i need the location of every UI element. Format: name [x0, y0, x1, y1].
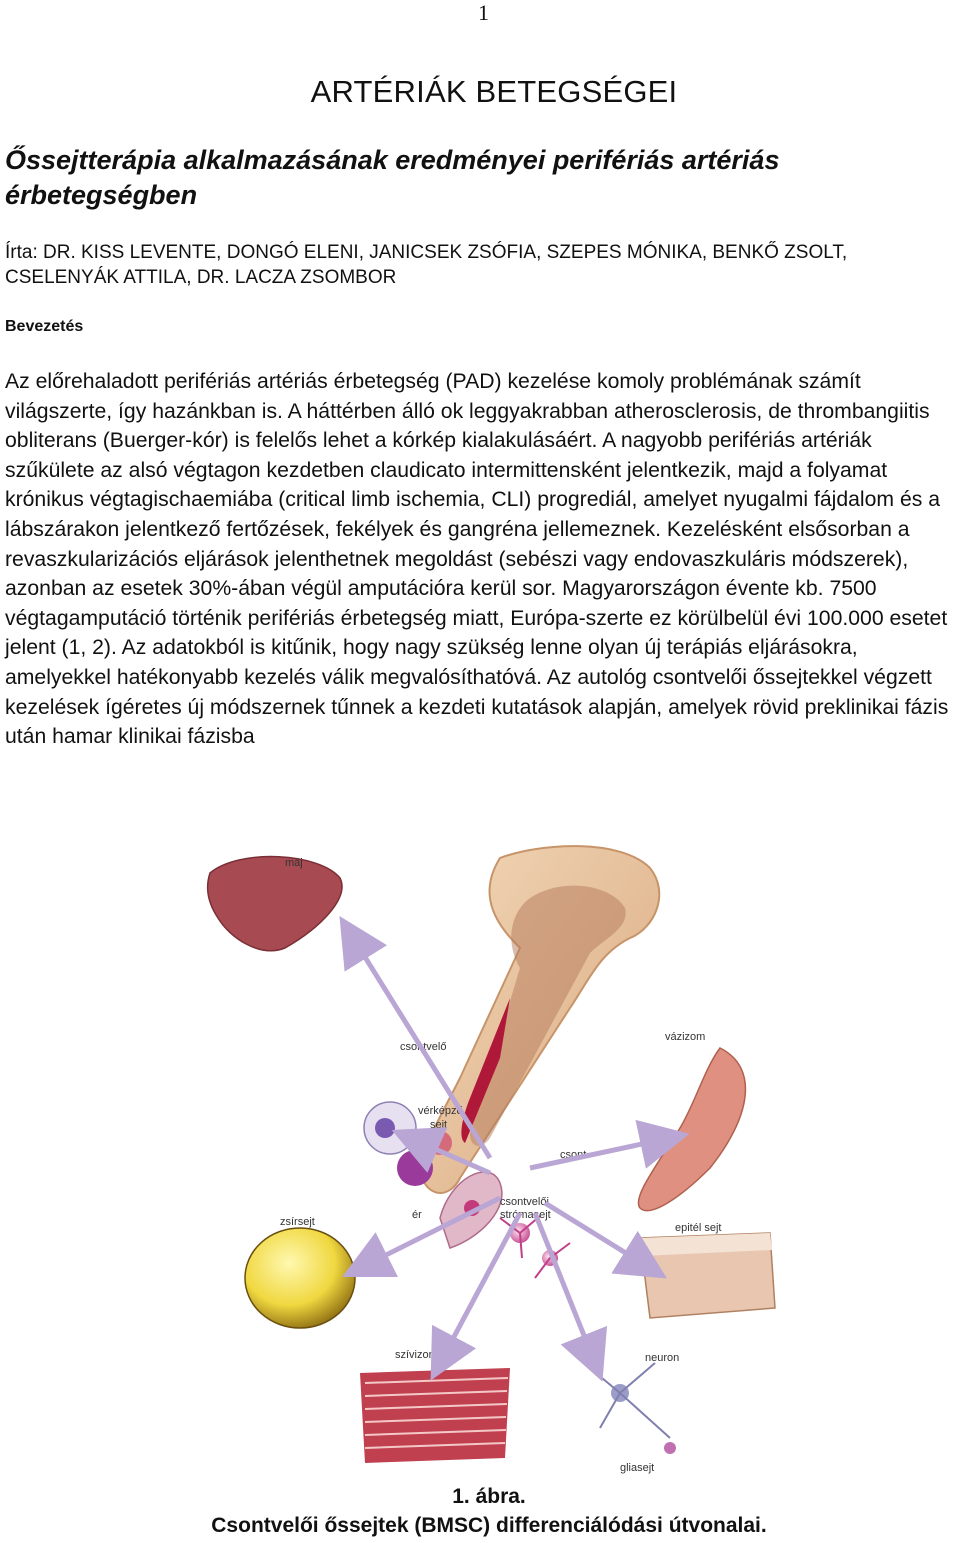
- body-paragraph: Az előrehaladott perifériás artériás érbetegség (PAD) kezelése komoly problémának számít világszerte, így hazánkban is. A háttérben álló ok leggyakrabban atherosclerosis, de thrombangiitis obliterans (Buerger-kór) is felelős lehet a kórkép kialakulásáért. A nagyobb perifériás artériák szűkülete az alsó végtagon kezdetben claudicato intermittensként jelentkezik, majd a folyamat krónikus végtagischaemiába (critical limb ischemia, CLI) progrediál, amelyet nyugalmi fájdalom és a lábszárakon jelentkező fertőzések, fekélyek és gangréna jellemeznek. Kezelésként elsősorban a revaszkularizációs eljárások jelenthetnek megoldást (sebészi vagy endovaszkuláris módszerek), azonban az esetek 30%-ában végül amputációra kerül sor. Magyarországon évente kb. 7500 végtagamputáció történik perifériás érbetegség miatt, Európa-szerte ez körülbelül évi 100.000 esetet jelent (1, 2). Az adatokból is kitűnik, hogy nagy szükség lenne olyan új terápiás eljárásokra, amelyekkel hatékonyabb kezelés válik megvalósíthatóvá. Az autológ csontvelői őssejtekkel végzett kezelések ígéretes új módszernek tűnnek a kezdeti kutatások alapján, amelyek rövid preklinikai fázis után hamar klinikai fázisba: [5, 370, 949, 749]
- label-zsirsejt: zsírsejt: [280, 1216, 315, 1228]
- document-title: ARTÉRIÁK BETEGSÉGEI: [310, 74, 678, 109]
- neuron-icon: [590, 1363, 676, 1454]
- label-csontveloi: csontvelői: [500, 1196, 549, 1208]
- label-neuron: neuron: [645, 1352, 680, 1364]
- label-verkepzo: vérképző: [418, 1105, 463, 1117]
- figure-illustration: [200, 838, 780, 1478]
- heart-muscle-icon: [360, 1368, 510, 1463]
- figure-caption: Csontvelői őssejtek (BMSC) differenciálódási útvonalai.: [211, 1514, 767, 1537]
- label-gliasejt: gliasejt: [620, 1462, 655, 1474]
- bmsc-differentiation-figure: [200, 838, 780, 1478]
- liver-icon: [208, 857, 342, 951]
- fat-cell-icon: [245, 1228, 355, 1328]
- figure-number: 1. ábra.: [452, 1485, 526, 1508]
- label-szivizom: szívizom: [395, 1349, 438, 1361]
- label-csont: csont: [560, 1149, 587, 1161]
- label-epitel: epitél sejt: [675, 1222, 722, 1234]
- article-subtitle: Őssejtterápia alkalmazásának eredményei perifériás artériás érbetegségben: [5, 145, 780, 210]
- label-er: ér: [412, 1209, 422, 1221]
- label-stromasejt: strómasejt: [500, 1209, 551, 1221]
- page-number: 1: [478, 0, 489, 25]
- label-sejt: sejt: [430, 1119, 448, 1131]
- label-vazizom: vázizom: [665, 1031, 706, 1043]
- label-csontvelo: csontvelő: [400, 1041, 447, 1053]
- muscle-icon: [638, 1048, 745, 1211]
- label-maj: máj: [285, 857, 303, 869]
- section-heading: Bevezetés: [5, 318, 84, 335]
- author-line: Írta: DR. KISS LEVENTE, DONGÓ ELENI, JANICSEK ZSÓFIA, SZEPES MÓNIKA, BENKŐ ZSOLT, CSELENYÁK ATTILA, DR. LACZA ZSOMBOR: [5, 242, 848, 288]
